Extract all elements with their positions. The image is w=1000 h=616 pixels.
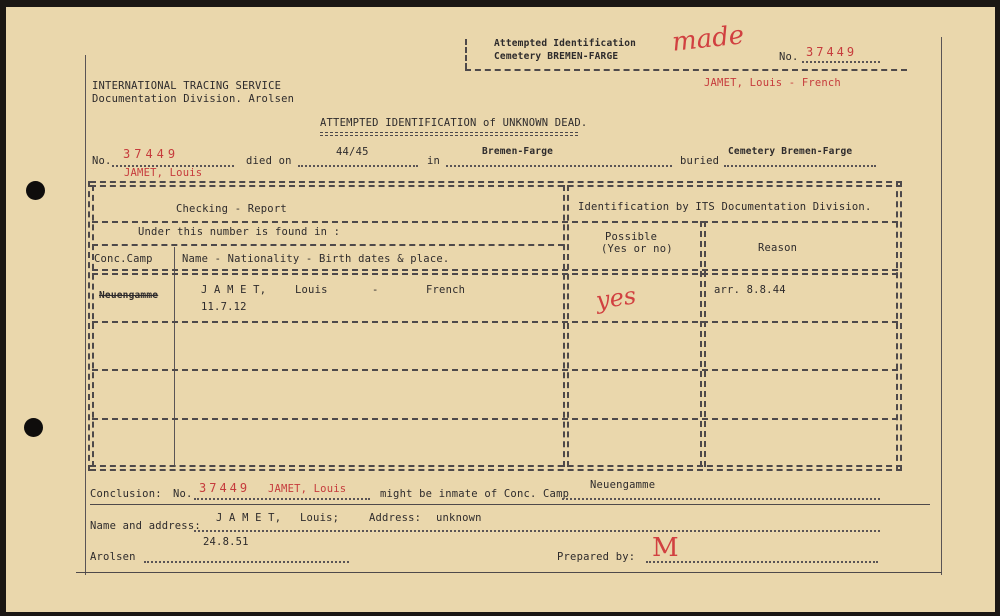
table-right-1 xyxy=(896,181,898,471)
name-address-label: Name and address: xyxy=(90,520,201,532)
table-possible-divider xyxy=(700,221,702,467)
name-address-dots xyxy=(194,530,880,532)
row-camp: Neuengamme xyxy=(99,290,159,301)
record-buried-dots xyxy=(724,165,876,167)
row-birth: 11.7.12 xyxy=(201,301,247,313)
page-title: ATTEMPTED IDENTIFICATION of UNKNOWN DEAD. xyxy=(320,117,588,129)
org-line-1: INTERNATIONAL TRACING SERVICE xyxy=(92,80,282,92)
conclusion-text: might be inmate of Conc. Camp xyxy=(380,488,570,500)
row-name: J A M E T, xyxy=(201,284,267,296)
record-no-label: No. xyxy=(92,155,112,167)
handwritten-made: made xyxy=(670,20,746,58)
stamp-line-1: Attempted Identification xyxy=(494,38,637,49)
table-mid-2 xyxy=(567,185,569,467)
record-died-label: died on xyxy=(246,155,292,167)
row-reason: arr. 8.8.44 xyxy=(714,284,786,296)
header-no-dots xyxy=(802,61,880,63)
record-in-label: in xyxy=(427,155,441,167)
row-nationality: French xyxy=(426,284,466,296)
conclusion-no-value: 37449 xyxy=(199,481,251,495)
table-row-line-1 xyxy=(92,221,898,223)
name-address-address-value: unknown xyxy=(436,512,482,524)
frame-bottom xyxy=(76,572,942,573)
row-first-name: Louis xyxy=(295,284,328,296)
frame-right xyxy=(941,37,942,575)
table-reason-header: Reason xyxy=(758,242,798,254)
conclusion-label: Conclusion: xyxy=(90,488,162,500)
conclusion-dots-1 xyxy=(194,498,370,500)
header-person: JAMET, Louis - French xyxy=(704,77,841,89)
conclusion-separator xyxy=(90,504,930,505)
prepared-by-label: Prepared by: xyxy=(557,551,636,563)
footer-date: 24.8.51 xyxy=(203,536,249,548)
table-row-line-5 xyxy=(92,369,898,371)
table-possible-divider-2 xyxy=(704,221,706,467)
table-row-line-4 xyxy=(92,321,898,323)
table-right-2 xyxy=(900,181,902,471)
table-left-header: Checking - Report xyxy=(176,203,287,215)
table-bottom-1 xyxy=(90,465,902,467)
name-address-name: J A M E T, xyxy=(216,512,282,524)
table-possible-header-1: Possible xyxy=(605,231,658,243)
table-possible-header-2: (Yes or no) xyxy=(601,243,673,255)
stamp-line-2: Cemetery BREMEN-FARGE xyxy=(494,51,619,62)
table-col-name: Name - Nationality - Birth dates & place. xyxy=(182,253,450,265)
record-died-value: 44/45 xyxy=(336,146,369,158)
footer-place-dots xyxy=(144,561,349,563)
title-underline-2 xyxy=(320,135,578,136)
table-camp-divider xyxy=(174,247,175,467)
record-in-value: Bremen-Farge xyxy=(482,146,554,157)
table-bottom-2 xyxy=(90,469,902,471)
table-found-in: Under this number is found in : xyxy=(138,226,341,238)
header-no-label: No. xyxy=(779,51,799,63)
name-address-address-label: Address: xyxy=(369,512,422,524)
row-dash: - xyxy=(372,284,379,296)
table-mid-1 xyxy=(563,185,565,467)
record-in-dots xyxy=(446,165,672,167)
record-buried-label: buried xyxy=(680,155,720,167)
table-row-line-2 xyxy=(92,244,564,246)
footer-place: Arolsen xyxy=(90,551,136,563)
header-no-value: 37449 xyxy=(806,45,858,59)
conclusion-dots-2 xyxy=(562,498,880,500)
conclusion-camp: Neuengamme xyxy=(590,479,656,491)
table-row-line-3b xyxy=(92,273,898,275)
table-row-line-3a xyxy=(92,269,898,271)
conclusion-name: JAMET, Louis xyxy=(268,483,347,495)
prepared-by-dots xyxy=(646,561,878,563)
name-address-first: Louis; xyxy=(300,512,340,524)
table-left-2 xyxy=(92,185,94,467)
table-right-header: Identification by ITS Documentation Division. xyxy=(578,201,872,213)
row-possible: yes xyxy=(594,281,638,315)
frame-left xyxy=(85,55,86,575)
record-buried-value: Cemetery Bremen-Farge xyxy=(728,146,853,157)
punch-hole-bottom xyxy=(24,418,43,437)
record-name-red: JAMET, Louis xyxy=(124,167,203,179)
record-died-dots xyxy=(298,165,418,167)
table-top-1 xyxy=(90,181,902,183)
table-col-camp: Conc.Camp xyxy=(94,253,153,265)
table-row-line-6 xyxy=(92,418,898,420)
punch-hole-top xyxy=(26,181,45,200)
record-no-value: 37449 xyxy=(123,147,180,161)
document-card xyxy=(6,7,995,612)
table-left-1 xyxy=(88,181,90,471)
stamp-box-left xyxy=(465,39,467,69)
org-line-2: Documentation Division. Arolsen xyxy=(92,93,295,105)
title-underline-1 xyxy=(320,132,578,133)
stamp-box-bottom xyxy=(465,69,907,71)
prepared-by-signature: M xyxy=(652,533,679,563)
conclusion-no-label: No. xyxy=(173,488,193,500)
table-top-2 xyxy=(90,185,902,187)
